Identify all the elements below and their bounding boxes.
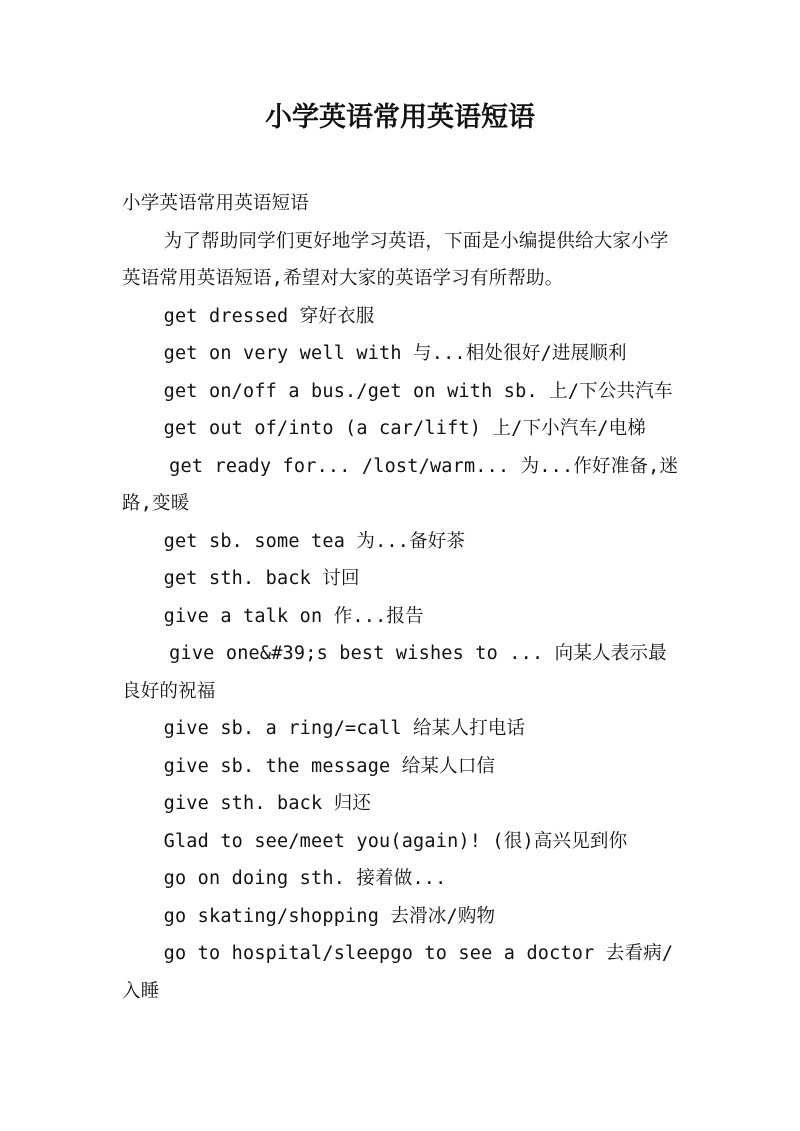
phrase-line: go skating/shopping 去滑冰/购物 — [163, 905, 496, 927]
phrase-line: give a talk on 作...报告 — [163, 605, 424, 627]
document-title: 小学英语常用英语短语 — [265, 102, 535, 133]
phrase-line: give sb. the message 给某人口信 — [163, 755, 496, 777]
phrase-line: get sth. back 讨回 — [163, 568, 360, 589]
phrase-line: get out of/into (a car/lift) 上/下小汽车/电梯 — [163, 418, 647, 439]
phrase-line: Glad to see/meet you(again)! (很)高兴见到你 — [163, 830, 628, 852]
phrase-line: get dressed 穿好衣服 — [163, 305, 375, 327]
phrase-line: give sth. back 归还 — [163, 793, 372, 814]
phrase-line: get on/off a bus./get on with sb. 上/下公共汽车 — [163, 380, 673, 402]
phrase-line: go to hospital/sleepgo to see a doctor 去看病/入睡 — [122, 943, 674, 1002]
phrase-line: get on very well with 与...相处很好/进展顺利 — [163, 343, 627, 364]
section-heading: 小学英语常用英语短语 — [122, 193, 310, 214]
phrase-line: give one&#39;s best wishes to ... 向某人表示最良好的祝福 — [122, 643, 667, 702]
document-body — [122, 185, 684, 1010]
phrase-line: get ready for... /lost/warm... 为...作好准备,迷路,变暖 — [122, 455, 679, 514]
phrase-line: get sb. some tea 为...备好茶 — [163, 530, 466, 552]
intro-paragraph: 为了帮助同学们更好地学习英语，下面是小编提供给大家小学英语常用英语短语,希望对大家的英语学习有所帮助。 — [122, 230, 669, 289]
phrase-line: go on doing sth. 接着做... — [163, 868, 447, 889]
phrase-line: give sb. a ring/=call 给某人打电话 — [163, 718, 526, 739]
